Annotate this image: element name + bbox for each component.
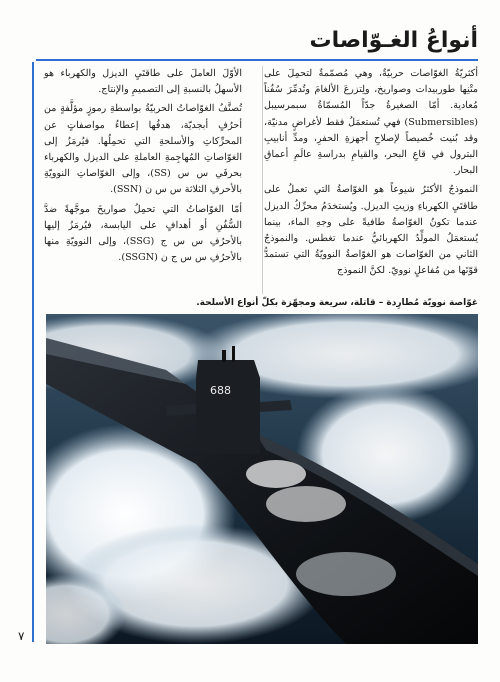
submarine-photo bbox=[46, 314, 478, 644]
title-underline bbox=[36, 59, 478, 61]
page-number: ٧ bbox=[18, 629, 25, 643]
paragraph: الأوّلَ العاملَ على طاقتَيِ الديزل والكهرباء هو الأسهلُ بالنسبةِ إلى التصميمِ والإنتاج. bbox=[44, 68, 242, 96]
page-title: أنواعُ الغـوّاصات bbox=[309, 28, 478, 53]
column-divider bbox=[262, 66, 263, 294]
paragraph: أمّا الغوّاصاتُ التي تحمِلُ صواريخَ موجَّهةً ضدَّ السُّفُنِ أو أهدافٍ على اليابسة، فيُرمَزُ إليها بالأحرُفِ س س ج (SSG)، وإلى النوويّةِ منها بالأحرُفِ س س ج ن (SSGN). bbox=[44, 203, 242, 264]
figure-caption: غوّاصة نوويّة مُطارِدة – قاتلة، سريعة ومجهّزة بكلّ أنواع الأسلحة. bbox=[196, 298, 478, 308]
paragraph: أكثريّةُ الغوّاصات حربيّةٌ، وهي مُصمّمةٌ لتحمِلَ على متْنِها طوربيدات وصواريخ، ولِتزرعَ الألغامَ وتُدمِّرَ سُفُناً مُعادية. أمّا الصغيرةُ جدّاً المُسمّاةُ سبمرسيبل (Submersibles) فهي تُستعمَلُ فقط لأغراضٍ مدنيّة، وقد بُنيت خُصيصاً لإصلاحِ أجهزةِ الحفرِ، ومدِّ أنابيبِ البترول في قاعِ البحر، والقيامِ بدراسةِ عالَمِ أعماقِ البحار. bbox=[264, 68, 478, 177]
paragraph: تُصنَّفُ الغوّاصاتُ الحربيّةُ بواسطةِ رموزٍ مؤلَّفةٍ من أحرُفٍ أبجديّة، هدفُها إعطاءُ مواصفاتٍ عن المحرِّكاتِ والأسلحةِ التي تحمِلُها. فيُرمَزُ إلى الغوّاصاتِ المُهاجِمةِ العاملةِ على الديزل والكهرباء بحرفَي س س (SS)، وإلى الغوّاصاتِ النوويّةِ بالأحرفِ الثلاثة س س ن (SSN). bbox=[44, 103, 242, 196]
paragraph: النموذجُ الأكثرُ شيوعاً هو الغوّاصةُ التي تعملُ على طاقتَيِ الكهرباءِ وزيتِ الديزل. ويُستخدَمُ محرِّكُ الديزل عندما تكونُ الغوّاصةُ طافيةً على وجهِ الماء، بينما يُستعمَلُ المولِّدُ الكهربائيُّ عندما تغطس. والنموذجُ الثاني من الغوّاصات هو الغوّاصةُ النوويّةُ التي تستمدُّ قوّتَها من مُفاعلٍ نوويّ. لكنَّ النموذج bbox=[264, 184, 478, 277]
margin-rule bbox=[32, 62, 34, 642]
text-column-right bbox=[264, 66, 478, 283]
text-column-left bbox=[44, 66, 242, 269]
submarine-illustration bbox=[46, 314, 478, 644]
hull-number: 688 bbox=[210, 384, 231, 397]
